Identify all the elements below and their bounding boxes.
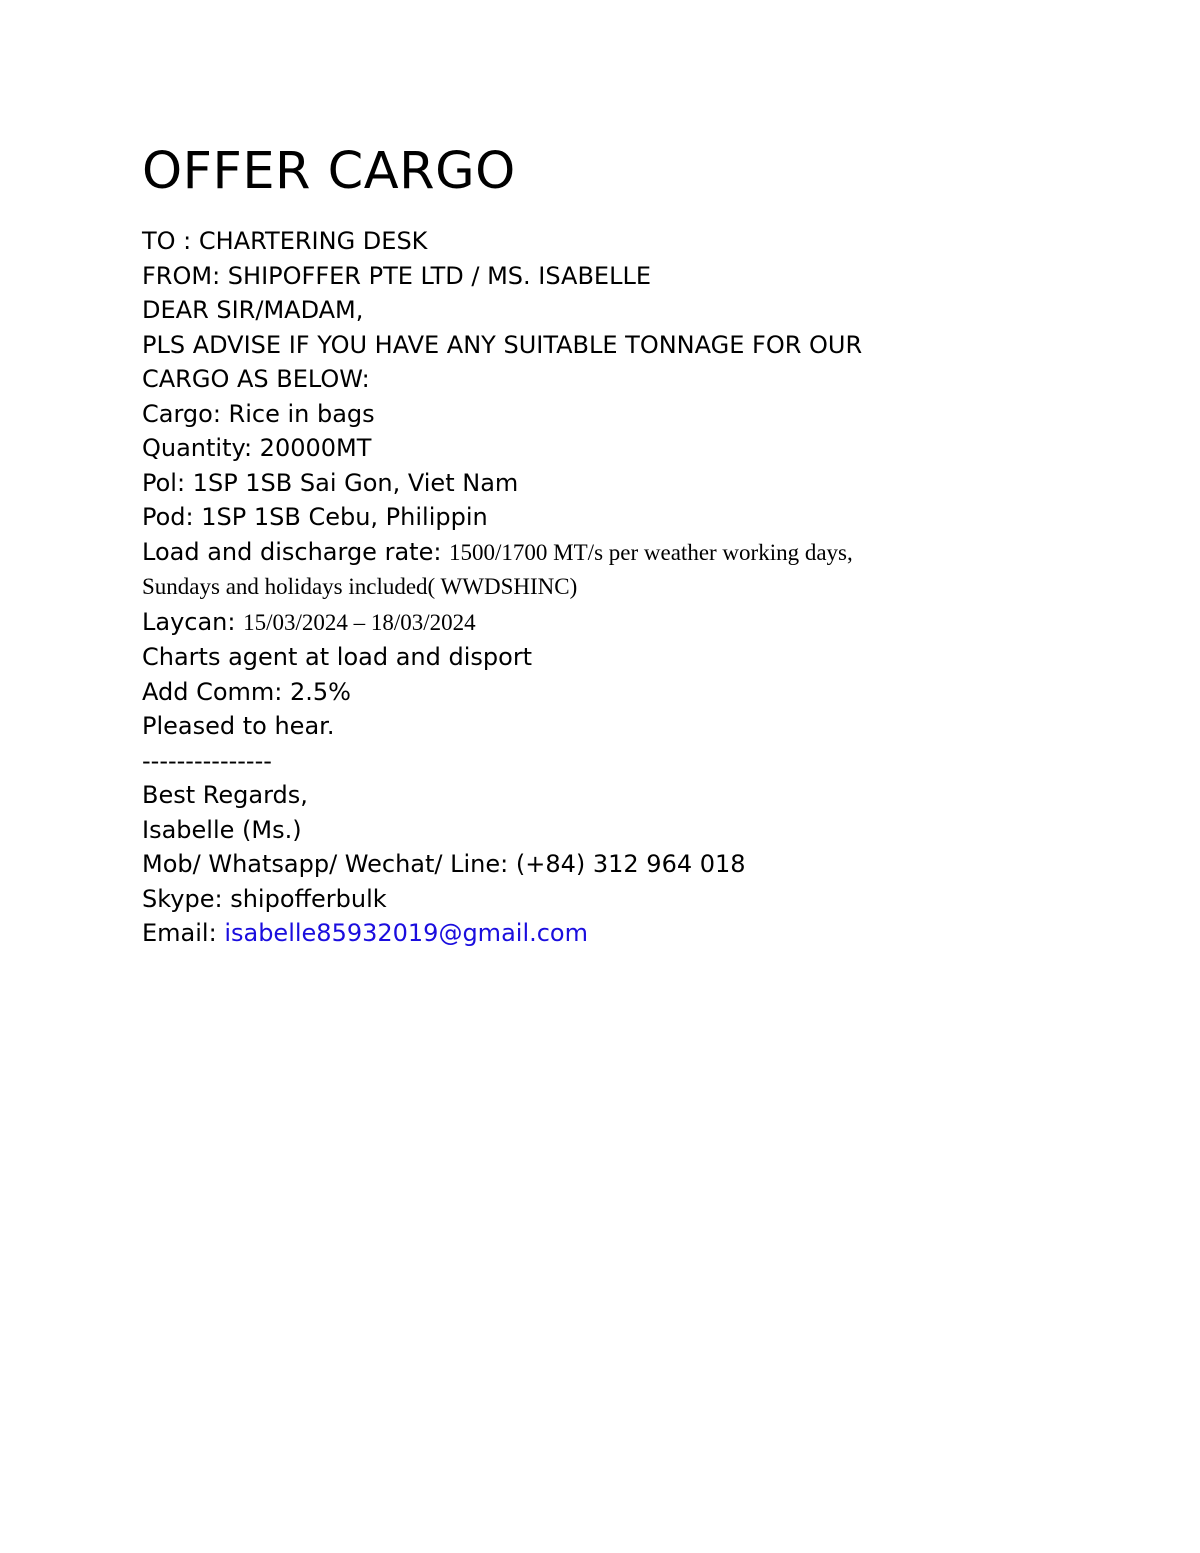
quantity-line: Quantity: 20000MT xyxy=(142,434,372,462)
separator-line: --------------- xyxy=(142,746,272,775)
mobile-line: Mob/ Whatsapp/ Wechat/ Line: (+84) 312 964 018 xyxy=(142,850,746,878)
from-line: FROM: SHIPOFFER PTE LTD / MS. ISABELLE xyxy=(142,261,651,290)
charts-agent-line: Charts agent at load and disport xyxy=(142,643,533,671)
skype-line: Skype: shipofferbulk xyxy=(142,884,387,913)
signature-name: Isabelle (Ms.) xyxy=(142,815,302,844)
closing-line: Pleased to hear. xyxy=(142,712,335,740)
rate-value-part-1: 1500/1700 MT/s per weather working days, xyxy=(449,539,853,565)
rate-line xyxy=(142,535,1102,571)
pod-line: Pod: 1SP 1SB Cebu, Philippin xyxy=(142,503,488,531)
email-label: Email: xyxy=(142,919,225,947)
laycan-line xyxy=(142,605,1102,641)
add-comm-line: Add Comm: 2.5% xyxy=(142,677,351,706)
regards-line: Best Regards, xyxy=(142,781,308,809)
email-link[interactable]: isabelle85932019@gmail.com xyxy=(224,919,588,947)
email-line xyxy=(142,916,1102,951)
intro-line-1: PLS ADVISE IF YOU HAVE ANY SUITABLE TONNAGE FOR OUR xyxy=(142,330,863,359)
laycan-label: Laycan: xyxy=(142,607,244,636)
cargo-line: Cargo: Rice in bags xyxy=(142,399,375,428)
document-page xyxy=(142,140,1102,951)
pol-line: Pol: 1SP 1SB Sai Gon, Viet Nam xyxy=(142,468,519,497)
document-title: OFFER CARGO xyxy=(142,142,516,201)
to-line: TO : CHARTERING DESK xyxy=(142,227,428,255)
greeting-line: DEAR SIR/MADAM, xyxy=(142,296,364,324)
intro-line-2: CARGO AS BELOW: xyxy=(142,365,370,393)
rate-label: Load and discharge rate: xyxy=(142,537,450,566)
rate-value-part-2: Sundays and holidays included( WWDSHINC) xyxy=(142,574,578,599)
laycan-value: 15/03/2024 – 18/03/2024 xyxy=(243,609,476,635)
